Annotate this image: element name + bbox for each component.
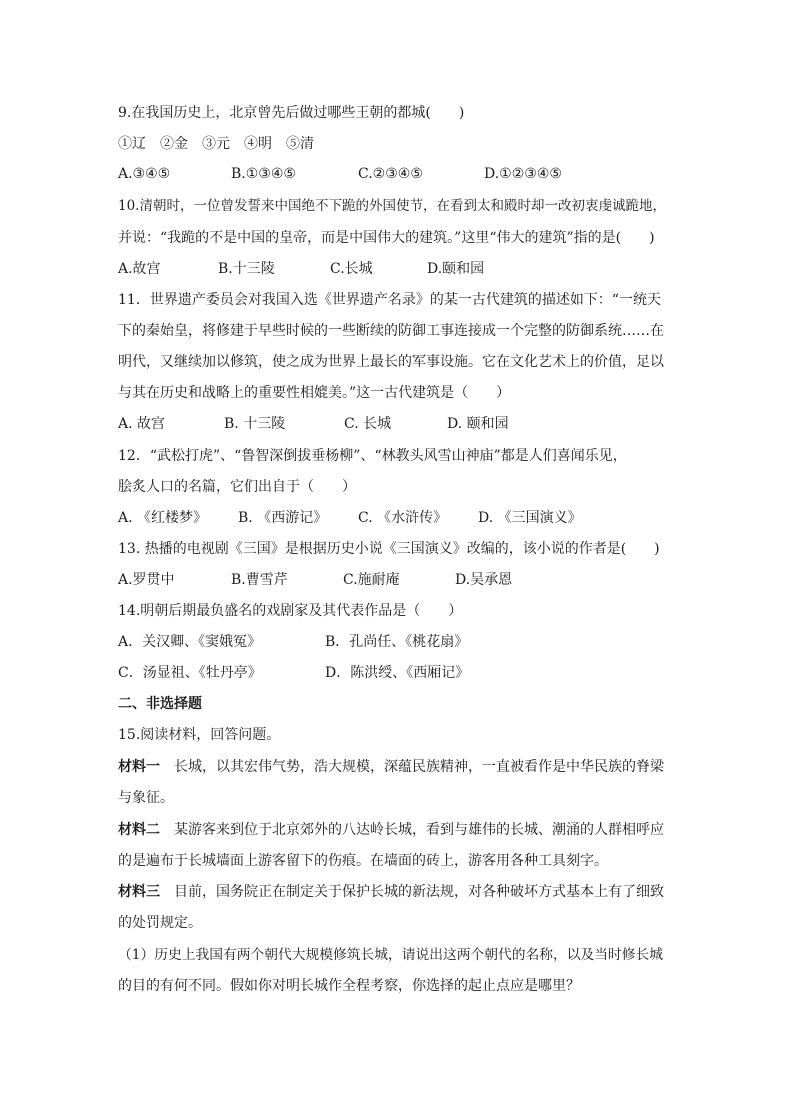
material-2-text: 某游客来到位于北京郊外的八达岭长城，看到与雄伟的长城、潮涌的人群相呼应 xyxy=(160,822,664,838)
q13-stem: 13. 热播的电视剧《三国》是根据历史小说《三国演义》改编的，该小说的作者是( ) xyxy=(118,541,660,557)
material-3-label: 材料三 xyxy=(118,884,160,900)
q10-line-2: 并说：“我跪的不是中国的皇帝，而是中国伟大的建筑。”这里“伟大的建筑”指的是( ) xyxy=(118,230,655,246)
q12-option-a: A. 《红楼梦》 xyxy=(118,510,208,526)
q15-sub-question-1: （1）历史上我国有两个朝代大规模修筑长城，请说出这两个朝代的名称，以及当时修长城 xyxy=(118,947,664,963)
q14-option-c: C．汤显祖、《牡丹亭》 xyxy=(118,665,262,681)
q13-option-c: C.施耐庵 xyxy=(343,572,400,588)
material-1-text: 长城，以其宏伟气势，浩大规模，深蕴民族精神，一直被看作是中华民族的脊梁 xyxy=(160,759,664,775)
q15-material-3-cont: 的处罚规定。 xyxy=(118,915,202,931)
q12-option-c: C. 《水浒传》 xyxy=(358,510,448,526)
q15-material-2 xyxy=(118,820,664,840)
q12-line-1: 12．“武松打虎”、“鲁智深倒拔垂杨柳”、“林教头风雪山神庙”都是人们喜闻乐见， xyxy=(118,448,627,464)
q10-option-c: C.长城 xyxy=(330,261,373,277)
q11-line-4: 与其在历史和战略上的重要性相媲美。”这一古代建筑是（ ） xyxy=(118,385,511,401)
q11-line-2: 下的秦始皇，将修建于早些时候的一些断续的防御工事连接成一个完整的防御系统……在 xyxy=(118,323,664,339)
q11-option-c: C. 长城 xyxy=(344,416,392,432)
material-3-text: 目前，国务院正在制定关于保护长城的新法规，对各种破坏方式基本上有了细致 xyxy=(160,884,664,900)
q13-option-a: A.罗贯中 xyxy=(118,572,175,588)
q14-stem: 14.明朝后期最负盛名的戏剧家及其代表作品是（ ） xyxy=(118,603,463,619)
q14-option-a: A．关汉卿、《窦娥冤》 xyxy=(118,634,262,650)
q12-option-b: B. 《西游记》 xyxy=(238,510,328,526)
q15-material-1 xyxy=(118,757,664,777)
q10-option-d: D.颐和园 xyxy=(427,261,485,277)
q11-line-1: 11．世界遗产委员会对我国入选《世界遗产名录》的某一古代建筑的描述如下：“一统天 xyxy=(118,292,661,308)
q15-stem: 15.阅读材料，回答问题。 xyxy=(118,727,281,743)
q11-option-d: D. 颐和园 xyxy=(447,416,509,432)
q11-line-3: 明代，又继续加以修筑，使之成为世界上最长的军事设施。它在文化艺术上的价值，足以 xyxy=(118,354,664,370)
section-title: 二、非选择题 xyxy=(118,696,202,712)
q15-material-1-cont: 与象征。 xyxy=(118,790,174,806)
q15-material-3 xyxy=(118,882,664,902)
q13-option-d: D.吴承恩 xyxy=(455,572,513,588)
q11-option-a: A. 故宫 xyxy=(118,416,166,432)
q9-option-b: B.①③④⑤ xyxy=(231,166,296,182)
q9-option-d: D.①②③④⑤ xyxy=(484,166,562,182)
q10-option-a: A.故宫 xyxy=(118,261,161,277)
q13-option-b: B.曹雪芹 xyxy=(231,572,288,588)
q14-option-d: D．陈洪绶、《西厢记》 xyxy=(325,665,470,681)
q12-option-d: D. 《三国演义》 xyxy=(478,510,582,526)
q10-option-b: B.十三陵 xyxy=(218,261,275,277)
q9-option-c: C.②③④⑤ xyxy=(358,166,423,182)
q9-items: ①辽 ②金 ③元 ④明 ⑤清 xyxy=(118,136,314,152)
q9-stem: 9.在我国历史上，北京曾先后做过哪些王朝的都城( ) xyxy=(118,105,465,121)
material-2-label: 材料二 xyxy=(118,822,160,838)
q15-material-2-cont: 的是遍布于长城墙面上游客留下的伤痕。在墙面的砖上，游客用各种工具刻字。 xyxy=(118,853,608,869)
q11-option-b: B. 十三陵 xyxy=(224,416,286,432)
q9-option-a: A.③④⑤ xyxy=(118,166,171,182)
material-1-label: 材料一 xyxy=(118,759,160,775)
q15-sub-question-1-cont: 的目的有何不同。假如你对明长城作全程考察，你选择的起止点应是哪里？ xyxy=(118,978,580,994)
q14-option-b: B．孔尚任、《桃花扇》 xyxy=(325,634,469,650)
q12-line-2: 脍炙人口的名篇，它们出自于（ ） xyxy=(118,479,356,495)
q10-line-1: 10.清朝时，一位曾发誓来中国绝不下跪的外国使节，在看到太和殿时却一改初衷虔诚跪地， xyxy=(118,198,666,214)
